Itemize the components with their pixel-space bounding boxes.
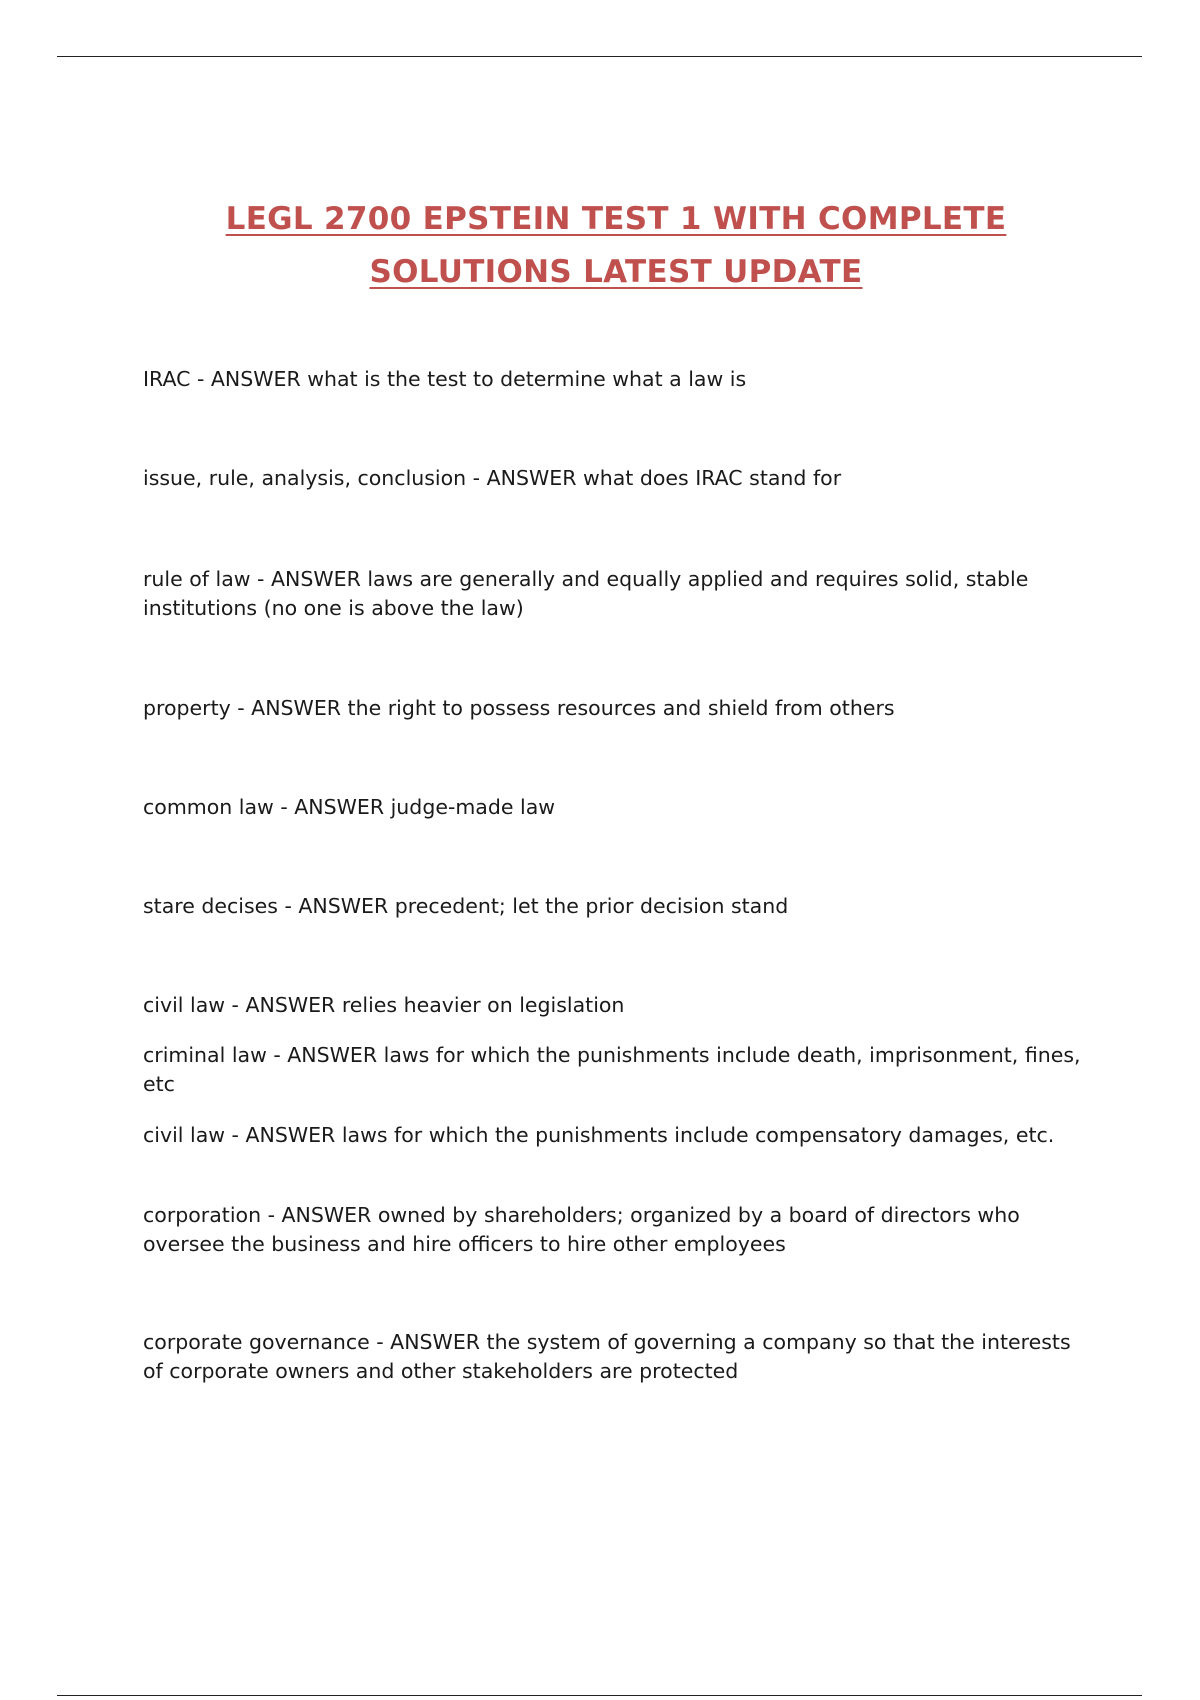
qa-entry: civil law - ANSWER relies heavier on legislation [143, 993, 625, 1017]
qa-entry: common law - ANSWER judge-made law [143, 795, 556, 819]
qa-entry: property - ANSWER the right to possess resources and shield from others [143, 696, 895, 720]
title-line-2: SOLUTIONS LATEST UPDATE [369, 254, 863, 290]
qa-entry: corporation - ANSWER owned by shareholders; organized by a board of directors who oversee the business and hire officers to hire other employees [143, 1203, 1020, 1256]
top-divider [57, 56, 1142, 57]
qa-entry: civil law - ANSWER laws for which the punishments include compensatory damages, etc. [143, 1123, 1055, 1147]
qa-entry: IRAC - ANSWER what is the test to determine what a law is [143, 367, 747, 391]
qa-entry: corporate governance - ANSWER the system of governing a company so that the interests of corporate owners and other stakeholders are protected [143, 1330, 1071, 1383]
qa-entry: criminal law - ANSWER laws for which the punishments include death, imprisonment, fines, etc [143, 1043, 1081, 1096]
qa-entry: rule of law - ANSWER laws are generally and equally applied and requires solid, stable institutions (no one is above the law) [143, 567, 1029, 620]
qa-entry: stare decises - ANSWER precedent; let the prior decision stand [143, 894, 789, 918]
qa-entry: issue, rule, analysis, conclusion - ANSWER what does IRAC stand for [143, 466, 842, 490]
bottom-divider [57, 1695, 1142, 1696]
title-line-1: LEGL 2700 EPSTEIN TEST 1 WITH COMPLETE [225, 201, 1007, 237]
document-title [100, 193, 1132, 299]
